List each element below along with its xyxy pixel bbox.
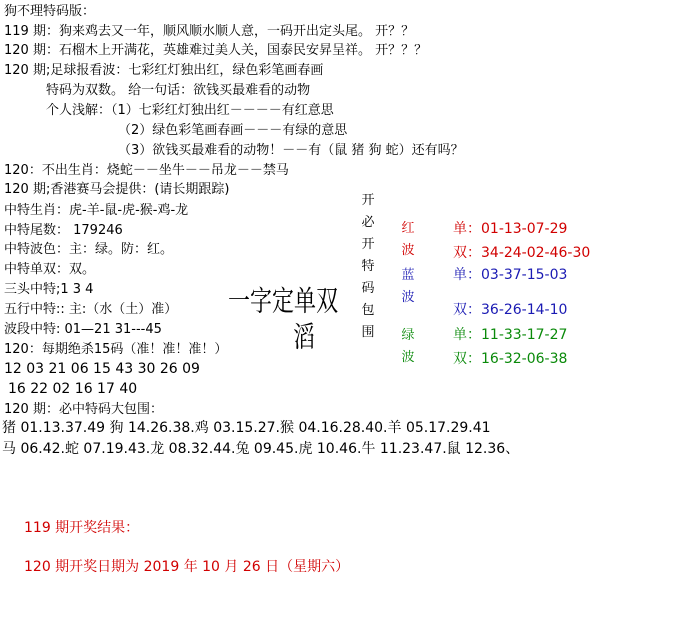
baowei-line: 120 期：必中特码大包围： bbox=[4, 402, 163, 417]
buchu-line: 120：不出生肖：烧蛇－－坐牛－－吊龙－－禁马 bbox=[4, 163, 289, 178]
zodiac-line-2: 马 06.42.蛇 07.19.43.龙 08.32.44.兔 09.45.虎 10.46.牛 11.23.47.鼠 12.36、 bbox=[2, 441, 520, 457]
zodiac-line-1: 猪 01.13.37.49 狗 14.26.38.鸡 03.15.27.猴 04.16.28.40.羊 05.17.29.41 bbox=[2, 420, 491, 436]
santou-line: 三头中特;1 3 4 bbox=[4, 282, 94, 297]
red-shuang: 双：34-24-02-46-30 bbox=[453, 245, 591, 261]
jiesha-line: 120：每期绝杀15码（准！准！准！） bbox=[4, 342, 228, 357]
big-slogan: 一字定单双 bbox=[228, 286, 339, 319]
personal-line-2: （2）绿色彩笔画春画－－－有绿的意思 bbox=[118, 123, 348, 138]
line-120a: 120 期：石榴木上开满花，英雄难过美人关，国泰民安昇呈祥。 开？？？ bbox=[4, 43, 428, 58]
boduan-line: 波段中特: 01—21 31---45 bbox=[4, 322, 162, 337]
blue-wave-label: 蓝 波 bbox=[401, 268, 415, 305]
nums-line-2: 16 22 02 16 17 40 bbox=[8, 381, 138, 397]
blue-dan: 单：03-37-15-03 bbox=[453, 267, 568, 283]
red-dan: 单：01-13-07-29 bbox=[453, 221, 568, 237]
personal-line-3: （3）欲钱买最难看的动物！－－有（鼠 猪 狗 蛇）还有吗？ bbox=[118, 143, 464, 158]
danshuang-line: 中特单双：双。 bbox=[4, 262, 96, 277]
blue-shuang: 双：36-26-14-10 bbox=[453, 302, 568, 318]
page-title: 狗不理特码版： bbox=[4, 4, 96, 19]
shengxiao-line: 中特生肖：虎-羊-鼠-虎-猴-鸡-龙 bbox=[4, 203, 189, 218]
personal-line: 个人浅解：（1）七彩红灯独出红－－－－有红意思 bbox=[46, 103, 334, 118]
green-shuang: 双：16-32-06-38 bbox=[453, 351, 568, 367]
red-wave-label: 红 波 bbox=[401, 221, 415, 258]
green-wave-label: 绿 波 bbox=[401, 328, 415, 365]
wuxing-line: 五行中特:: 主:（水（土）准） bbox=[4, 302, 178, 317]
line-119: 119 期：狗来鸡去又一年，顺风顺水顺人意，一码开出定头尾。 开？？ bbox=[4, 24, 415, 39]
line-120b: 120 期;足球报看波：七彩红灯独出红，绿色彩笔画春画 bbox=[4, 63, 324, 78]
bose-line: 中特波色：主：绿。防：红。 bbox=[4, 242, 174, 257]
vertical-text: 开 必 开 特 码 包 围 bbox=[361, 193, 375, 340]
result-119: 119 期开奖结果： bbox=[24, 520, 140, 536]
nums-line-1: 12 03 21 06 15 43 30 26 09 bbox=[4, 361, 200, 377]
weishu-line: 中特尾数： 179246 bbox=[4, 223, 123, 238]
result-120-date: 120 期开奖日期为 2019 年 10 月 26 日（星期六） bbox=[24, 559, 350, 575]
green-dan: 单：11-33-17-27 bbox=[453, 327, 568, 343]
big-slogan-tail: 滔 bbox=[293, 322, 316, 355]
hk-line: 120 期;香港赛马会提供：(请长期跟踪) bbox=[4, 182, 230, 197]
tema-line: 特码为双数。 给一句话：欲钱买最难看的动物 bbox=[46, 83, 311, 98]
